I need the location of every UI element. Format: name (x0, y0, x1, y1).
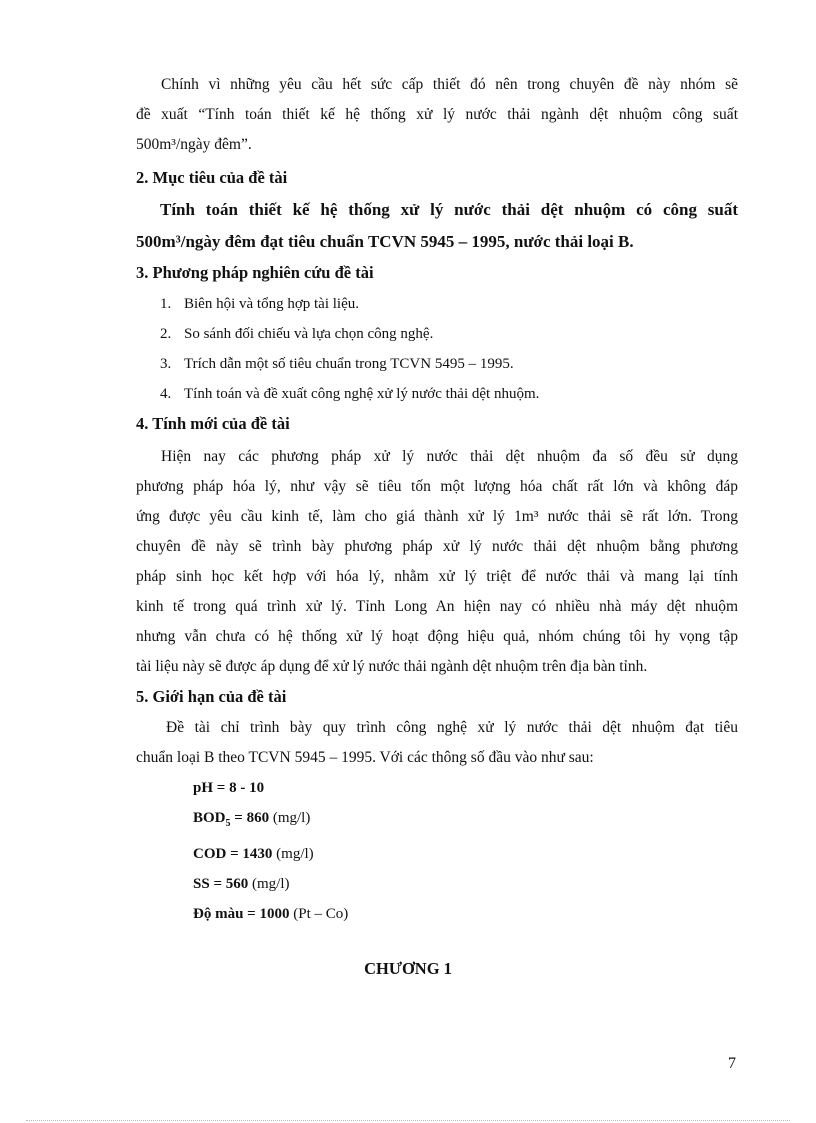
list-item: 3. Trích dẫn một số tiêu chuẩn trong TCVN 5495 – 1995. (160, 356, 514, 372)
paragraph-line: ứng được yêu cầu kinh tế, làm cho giá thành xử lý 1m³ nước thải sẽ rất lớn. Trong (136, 508, 738, 525)
section-3-heading: 3. Phương pháp nghiên cứu đề tài (136, 263, 374, 282)
input-parameters (193, 773, 348, 929)
section-5-heading: 5. Giới hạn của đề tài (136, 687, 287, 706)
section-4-paragraph (136, 442, 738, 682)
paragraph-line: phương pháp hóa lý, như vậy sẽ tiêu tốn một lượng hóa chất rất lớn và không đáp (136, 478, 738, 495)
paragraph-line: pháp sinh học kết hợp với hóa lý, nhằm xử lý triệt để nước thải và mang lại tính (136, 568, 738, 585)
goal-line-1: Tính toán thiết kế hệ thống xử lý nước thải dệt nhuộm có công suất (160, 200, 738, 219)
page-divider (26, 1120, 790, 1121)
intro-line-2: đề xuất “Tính toán thiết kế hệ thống xử lý nước thải ngành dệt nhuộm công suất (136, 106, 738, 123)
paragraph-line: tài liệu này sẽ được áp dụng để xử lý nước thải ngành dệt nhuộm trên địa bàn tỉnh. (136, 658, 648, 675)
paragraph-line: chuyên đề này sẽ trình bày phương pháp xử lý nước thải dệt nhuộm bằng phương (136, 538, 738, 555)
paragraph-line: nhưng vẫn chưa có hệ thống xử lý hoạt động hiệu quả, nhóm chúng tôi hy vọng tập (136, 628, 738, 645)
section-2-paragraph (136, 194, 738, 258)
param-cod: COD = 1430 (mg/l) (193, 846, 314, 862)
param-bod5: $BOD_5 = 860$ (mg/l) (193, 810, 311, 829)
paragraph-line: kinh tế trong quá trình xử lý. Tỉnh Long An hiện nay có nhiều nhà máy dệt nhuộm (136, 598, 738, 615)
goal-line-2: 500m³/ngày đêm đạt tiêu chuẩn TCVN 5945 – 1995, nước thải loại B. (136, 232, 634, 251)
method-list (160, 289, 539, 409)
limit-line-1: Đề tài chỉ trình bày quy trình công nghệ xử lý nước thải dệt nhuộm đạt tiêu (166, 719, 738, 736)
intro-paragraph (136, 70, 738, 160)
list-item: 1. Biên hội và tổng hợp tài liệu. (160, 296, 359, 312)
limit-line-2: chuẩn loại B theo TCVN 5945 – 1995. Với các thông số đầu vào như sau: (136, 749, 594, 766)
chapter-title: CHƯƠNG 1 (364, 959, 452, 978)
param-ss: SS = 560 (mg/l) (193, 876, 290, 892)
page-number: 7 (728, 1055, 736, 1072)
list-item: 2. So sánh đối chiếu và lựa chọn công nghệ. (160, 326, 434, 342)
list-item: 4. Tính toán và đề xuất công nghệ xử lý nước thải dệt nhuộm. (160, 386, 540, 402)
intro-line-1: Chính vì những yêu cầu hết sức cấp thiết đó nên trong chuyên đề này nhóm sẽ (161, 76, 738, 93)
section-2-heading: 2. Mục tiêu của đề tài (136, 168, 288, 187)
param-ph: pH = 8 - 10 (193, 780, 265, 796)
section-4-heading: 4. Tính mới của đề tài (136, 414, 290, 433)
param-color: Độ màu = 1000 (Pt – Co) (193, 906, 349, 922)
paragraph-line: Hiện nay các phương pháp xử lý nước thải dệt nhuộm đa số đều sử dụng (161, 448, 738, 465)
intro-line-3: 500m³/ngày đêm”. (136, 136, 252, 153)
section-5-paragraph (136, 713, 738, 773)
